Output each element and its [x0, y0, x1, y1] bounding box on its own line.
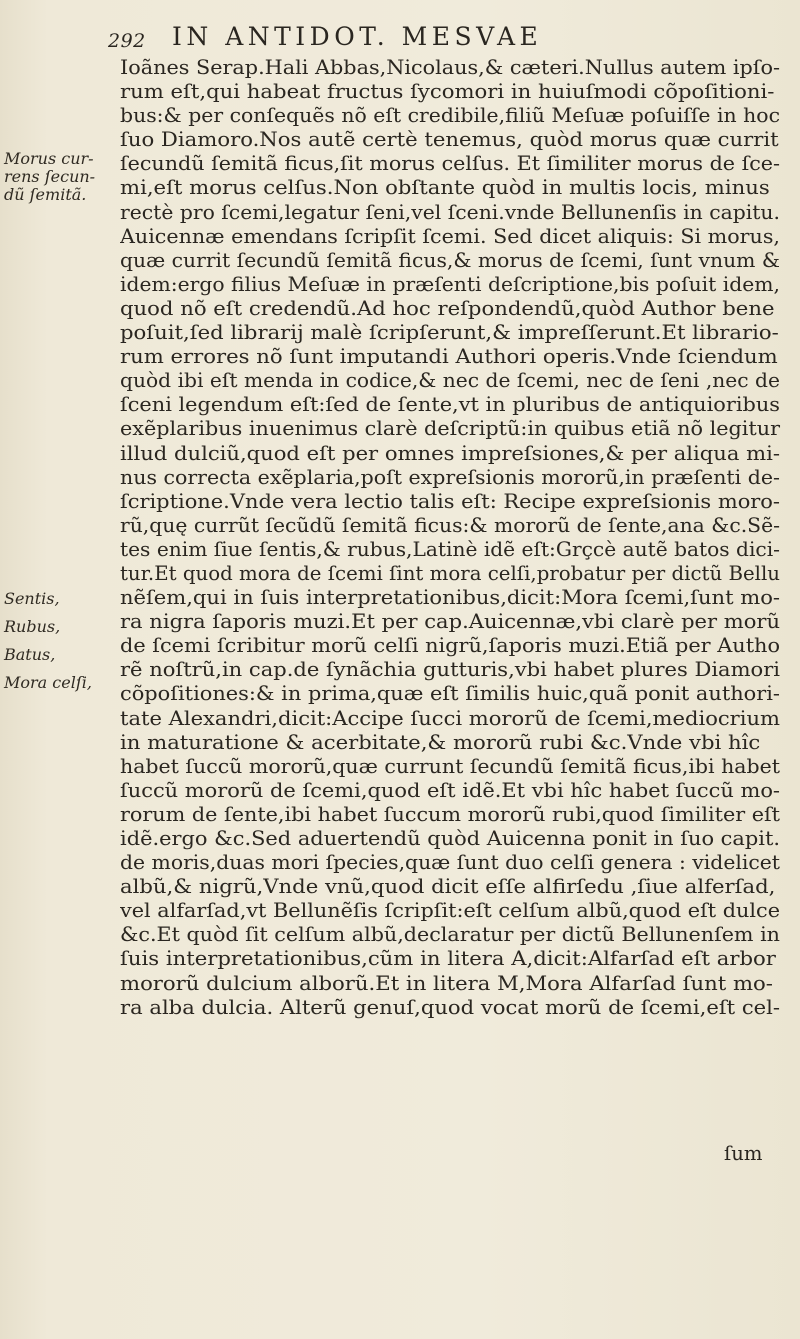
text-line: exẽplaribus inuenimus clarè deſcriptũ:in quibus etiã nõ legitur — [120, 417, 780, 441]
margin-note-line: dũ ſemitã. — [4, 185, 87, 204]
text-line: nus correcta exẽplaria,poſt expreſsionis mororũ,in præſenti de- — [120, 465, 780, 489]
text-line: ra alba dulcia. Alterũ genuſ,quod vocat morũ de ſcemi,eſt cel- — [120, 995, 780, 1019]
text-line: vel alfarſad,vt Bellunẽſis ſcripſit:eſt celſum albũ,quod eſt dulce — [120, 899, 780, 923]
catchword: ſum — [724, 1142, 763, 1165]
text-line: &c.Et quòd ſit celſum albũ,declaratur per dictũ Bellunenſem in — [120, 923, 780, 947]
text-line: Auicennæ emendans ſcripſit ſcemi. Sed dicet aliquis: Si morus, — [120, 224, 780, 248]
text-line: de moris,duas mori ſpecies,quæ ſunt duo celſi genera : videlicet — [120, 851, 780, 875]
margin-note-morus — [4, 150, 95, 204]
text-line: rorum de ſente,ibi habet ſuccum mororũ rubi,quod ſimiliter eſt — [120, 802, 780, 826]
text-line: ſceni legendum eſt:ſed de ſente,vt in pluribus de antiquioribus — [120, 393, 780, 417]
text-line: de ſcemi ſcribitur morũ celſi nigrũ,ſaporis muzi.Etiã per Autho — [120, 634, 780, 658]
text-line: tes enim ſiue ſentis,& rubus,Latinè idẽ eſt:Grçcè autẽ batos dici- — [120, 537, 780, 561]
text-line: Ioãnes Serap.Hali Abbas,Nicolaus,& cæteri.Nullus autem ipſo- — [120, 56, 780, 79]
text-line: rũ,quę currũt ſecũdũ ſemitã ficus:& mororũ de ſente,ana &c.Sẽ- — [120, 513, 780, 537]
text-line: ſcriptione.Vnde vera lectio talis eſt: Recipe expreſsionis moro- — [120, 489, 781, 513]
text-line: habet ſuccũ mororũ,quæ currunt ſecundũ ſemitã ficus,ibi habet — [120, 754, 780, 778]
page-number: 292 — [108, 30, 146, 52]
text-line: poſuit,ſed librarij malè ſcripſerunt,& impreſſerunt.Et librario- — [120, 321, 779, 345]
text-line: cõpoſitiones:& in prima,quæ eſt ſimilis huic,quã ponit authori- — [120, 682, 780, 706]
text-line: tur.Et quod mora de ſcemi ſint mora celſi,probatur per dictũ Bellu — [120, 561, 780, 585]
text-line: rum errores nõ ſunt imputandi Authori operis.Vnde ſciendum — [120, 345, 778, 369]
text-line: rum eſt,qui habeat fructus ſycomori in huiuſmodi cõpoſitioni- — [120, 80, 775, 104]
text-line: mi,eſt morus celſus.Non obſtante quòd in multis locis, minus — [120, 176, 770, 200]
text-line: idem:ergo filius Meſuæ in præſenti deſcriptione,bis poſuit idem, — [120, 272, 780, 296]
text-line: illud dulciũ,quod eſt per omnes impreſsiones,& per aliqua mi- — [120, 441, 780, 465]
margin-note-line: Rubus, — [4, 617, 61, 636]
margin-note-line: Mora celſi, — [4, 673, 92, 692]
text-line: albũ,& nigrũ,Vnde vnũ,quod dicit eſſe alfirſedu ,ſiue alferſad, — [120, 875, 776, 899]
running-head: IN ANTIDOT. MESVAE — [172, 22, 543, 51]
text-line: bus:& per conſequẽs nõ eſt credibile,filiũ Meſuæ poſuiſſe in hoc — [120, 104, 780, 128]
body-text — [120, 56, 792, 1020]
margin-note-line: Batus, — [4, 645, 56, 664]
margin-note-plants — [4, 590, 92, 692]
text-line: quæ currit ſecundũ ſemitã ficus,& morus de ſcemi, ſunt vnum & — [120, 248, 780, 272]
text-line: rectè pro ſcemi,legatur ſeni,vel ſceni.vnde Bellunenſis in capitu. — [120, 200, 780, 224]
text-line: ſuccũ mororũ de ſcemi,quod eſt idẽ.Et vbi hîc habet ſuccũ mo- — [120, 778, 780, 802]
text-line: mororũ dulcium alborũ.Et in litera M,Mora Alfarſad ſunt mo- — [120, 971, 773, 995]
text-line: ra nigra ſaporis muzi.Et per cap.Auicennæ,vbi clarè per morũ — [120, 610, 780, 634]
text-line: nẽſem,qui in ſuis interpretationibus,dicit:Mora ſcemi,ſunt mo- — [120, 586, 780, 610]
text-line: ſuo Diamoro.Nos autẽ certè tenemus, quòd morus quæ currit — [120, 128, 779, 152]
margin-note-line: Sentis, — [4, 589, 60, 608]
text-line: tate Alexandri,dicit:Accipe ſucci mororũ de ſcemi,mediocrium — [120, 706, 780, 730]
text-line: quod nõ eſt credendũ.Ad hoc reſpondendũ,quòd Author bene — [120, 296, 775, 320]
text-line: ſuis interpretationibus,cũm in litera A,dicit:Alfarſad eſt arbor — [120, 947, 776, 971]
text-line: idẽ.ergo &c.Sed aduertendũ quòd Auicenna ponit in ſuo capit. — [120, 827, 780, 850]
text-line: ſecundũ ſemitã ficus,ſit morus celſus. Et ſimiliter morus de ſce- — [120, 152, 780, 176]
text-line: quòd ibi eſt menda in codice,& nec de ſcemi, nec de ſeni ,nec de — [120, 369, 780, 393]
margin-note-line: Morus cur- — [4, 149, 94, 168]
text-line: rẽ noſtrũ,in cap.de ſynãchia gutturis,vbi habet plures Diamori — [120, 658, 780, 682]
text-line: in maturatione & acerbitate,& mororũ rubi &c.Vnde vbi hîc — [120, 730, 761, 754]
page-header — [0, 20, 800, 56]
margin-note-line: rens ſecun- — [4, 167, 96, 186]
